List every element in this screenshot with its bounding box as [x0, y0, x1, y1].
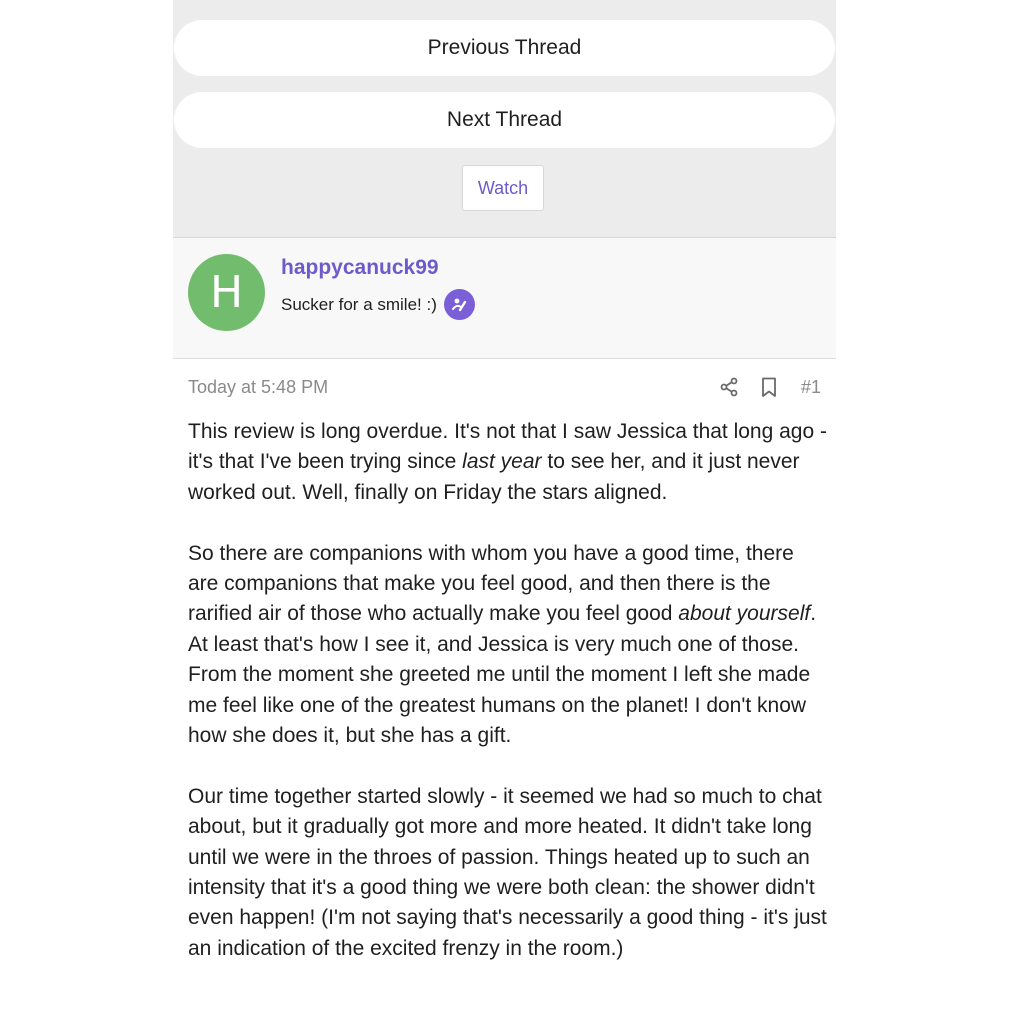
post-paragraph — [188, 539, 828, 752]
post-body — [188, 417, 828, 995]
next-thread-button[interactable]: Next Thread — [174, 92, 835, 148]
post-timestamp[interactable]: Today at 5:48 PM — [188, 377, 329, 397]
previous-thread-button[interactable]: Previous Thread — [174, 20, 835, 76]
post-italic-text: about yourself — [678, 602, 811, 626]
avatar[interactable]: H — [188, 254, 265, 331]
watch-button[interactable]: Watch — [462, 165, 544, 211]
post-text: This review is long overdue. It's not that I saw Jessica that long ago - it's that I've been trying since — [188, 420, 827, 474]
post-paragraph — [188, 782, 828, 964]
verified-pen-badge-icon[interactable] — [444, 289, 475, 320]
post-author-block — [173, 238, 836, 359]
share-icon[interactable] — [718, 376, 740, 398]
username-link[interactable]: happycanuck99 — [281, 256, 439, 279]
post-number-link[interactable]: #1 — [800, 377, 821, 397]
post-text: to see her, and it just never worked out. Well, finally on Friday the stars aligned. — [188, 450, 800, 504]
thread-column — [173, 0, 836, 1024]
post-italic-text: last year — [462, 450, 542, 474]
user-title-row — [281, 289, 475, 320]
bookmark-icon[interactable] — [758, 376, 780, 398]
post-text: Our time together started slowly - it seemed we had so much to chat about, but it gradually got more and more heated. It didn't take long until we were in the throes of passion. Things heated up to such an intensity that it's a good thing we were both clean: the shower didn't even happen! (I'm not saying that's necessarily a good thing - it's just an indication of the excited frenzy in the room.) — [188, 784, 827, 960]
post-meta — [188, 376, 821, 400]
post-text: . At least that's how I see it, and Jessica is very much one of those. From the moment she greeted me until the moment I left she made me feel like one of the greatest humans on the planet! I don't know how she does it, but she has a gift. — [188, 602, 817, 748]
user-title: Sucker for a smile! :) — [281, 294, 437, 314]
post-text: So there are companions with whom you have a good time, there are companions that make you feel good, and then there is the rarified air of those who actually make you feel good — [188, 541, 794, 626]
thread-navigation — [173, 0, 836, 238]
post-paragraph — [188, 417, 828, 508]
